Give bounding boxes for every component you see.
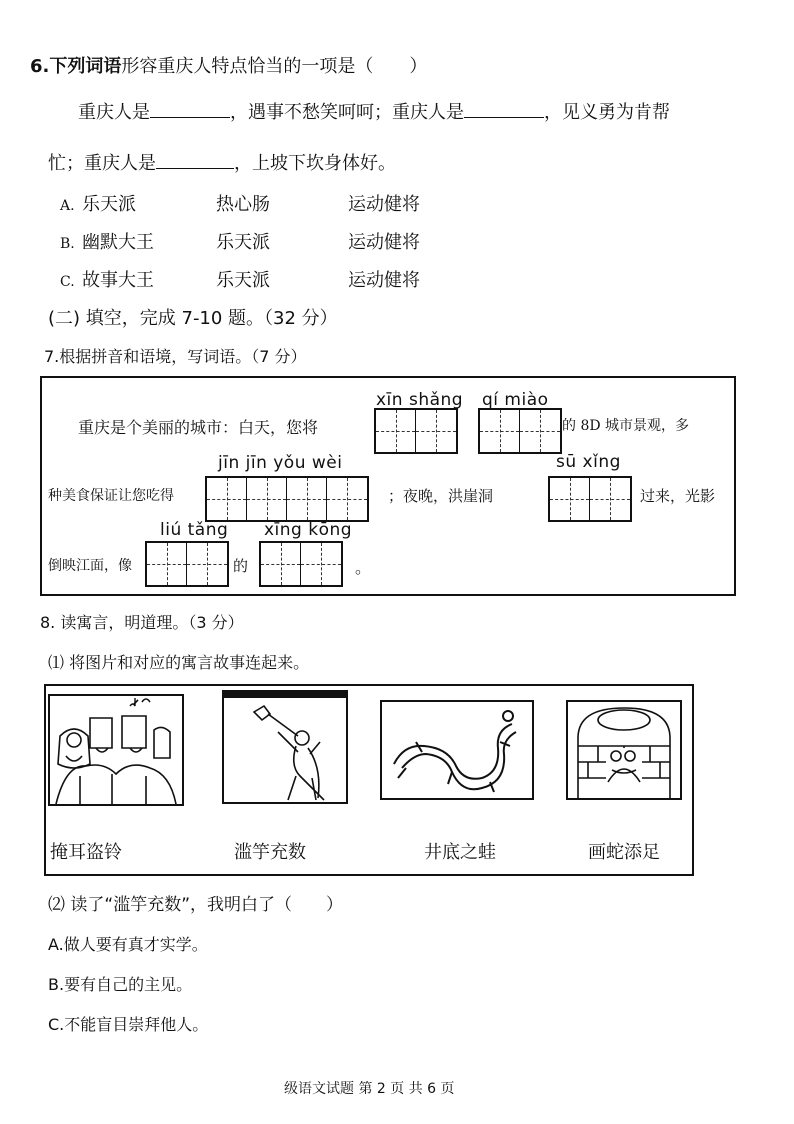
q7-text-5: 过来，光影 (640, 487, 716, 505)
option-letter: C. (60, 274, 75, 290)
q8-title: 8. 读寓言，明道理。（3 分） (40, 613, 244, 632)
q6-blank-1[interactable] (150, 99, 230, 118)
pinyin-qimiao: qí miào (482, 390, 549, 410)
q7-text-3: 种美食保证让您吃得 (48, 488, 174, 504)
q6-blank-3[interactable] (156, 150, 234, 169)
q7-text-8: 。 (355, 558, 372, 577)
q6-title-text: 形容重庆人特点恰当的一项是（ ） (121, 56, 428, 77)
pinyin-suxing: sū xǐng (556, 452, 621, 472)
q7-text-1: 重庆是个美丽的城市：白天，您将 (78, 418, 319, 437)
q6-line2-b: ，上坡下坎身体好。 (234, 153, 396, 174)
option-word-1: 乐天派 (82, 194, 136, 215)
picture-snake[interactable] (380, 700, 534, 800)
story-label-4[interactable]: 画蛇添足 (588, 842, 660, 863)
answer-grid-xinshang[interactable] (374, 408, 458, 454)
option-word-2: 热心肠 (216, 194, 270, 215)
story-label-2[interactable]: 滥竽充数 (234, 842, 306, 863)
answer-grid-qimiao[interactable] (478, 408, 562, 454)
option-letter: A. (60, 198, 75, 214)
picture-yu-player[interactable] (222, 690, 348, 804)
picture-frog-well[interactable] (566, 700, 682, 800)
q7-text-6: 倒映江面，像 (48, 558, 132, 574)
q6-line2 (48, 149, 396, 175)
q6-line1 (78, 98, 670, 124)
pinyin-xingkong: xīng kōng (264, 520, 353, 540)
option-word-1: 故事大王 (82, 270, 154, 291)
q6-line2-a: 忙；重庆人是 (48, 153, 156, 174)
option-word-1: 幽默大王 (82, 232, 154, 253)
q6-line1-c: ，见义勇为肯帮 (544, 102, 670, 123)
q8-sub1: ⑴ 将图片和对应的寓言故事连起来。 (48, 653, 310, 672)
option-letter: B. (60, 236, 75, 252)
q6-title (30, 52, 427, 78)
q6-line1-b: ，遇事不愁笑呵呵；重庆人是 (230, 102, 464, 123)
q7-text-7: 的 (233, 557, 249, 575)
answer-grid-liutang[interactable] (145, 541, 229, 587)
pinyin-jinjinyouwei: jīn jīn yǒu wèi (218, 453, 343, 473)
option-word-2: 乐天派 (216, 270, 270, 291)
section2-title: (二) 填空，完成 7-10 题。（32 分） (48, 308, 338, 329)
option-word-2: 乐天派 (216, 232, 270, 253)
answer-option-a[interactable]: A.做人要有真才实学。 (48, 935, 208, 954)
option-word-3: 运动健将 (348, 194, 420, 215)
answer-option-c[interactable]: C.不能盲目崇拜他人。 (48, 1015, 209, 1034)
answer-grid-jinjinyouwei[interactable] (205, 476, 369, 522)
option-word-3: 运动健将 (348, 232, 420, 253)
pinyin-liutang: liú tǎng (160, 520, 229, 540)
picture-covering-ears[interactable] (48, 694, 184, 806)
q6-option-b[interactable] (60, 228, 420, 254)
option-word-3: 运动健将 (348, 270, 420, 291)
pinyin-xinshang: xīn shǎng (376, 390, 464, 410)
answer-option-b[interactable]: B.要有自己的主见。 (48, 975, 193, 994)
story-label-3[interactable]: 井底之蛙 (424, 842, 496, 863)
answer-grid-suxing[interactable] (548, 476, 632, 522)
q7-title: 7.根据拼音和语境，写词语。（7 分） (44, 347, 307, 366)
q6-option-a[interactable] (60, 190, 420, 216)
q7-text-2: 的 8D 城市景观，多 (562, 418, 690, 434)
page-footer: 级语文试题 第 2 页 共 6 页 (284, 1081, 455, 1097)
q7-text-4: ；夜晚，洪崖洞 (388, 487, 494, 505)
answer-grid-xingkong[interactable] (259, 541, 343, 587)
q6-prefix: 6.下列词语 (30, 56, 122, 77)
q6-line1-a: 重庆人是 (78, 102, 150, 123)
q8-sub2: ⑵ 读了“滥竽充数”，我明白了（ ） (48, 895, 344, 915)
story-label-1[interactable]: 掩耳盗铃 (50, 842, 122, 863)
q6-blank-2[interactable] (464, 99, 544, 118)
q6-option-c[interactable] (60, 266, 420, 292)
